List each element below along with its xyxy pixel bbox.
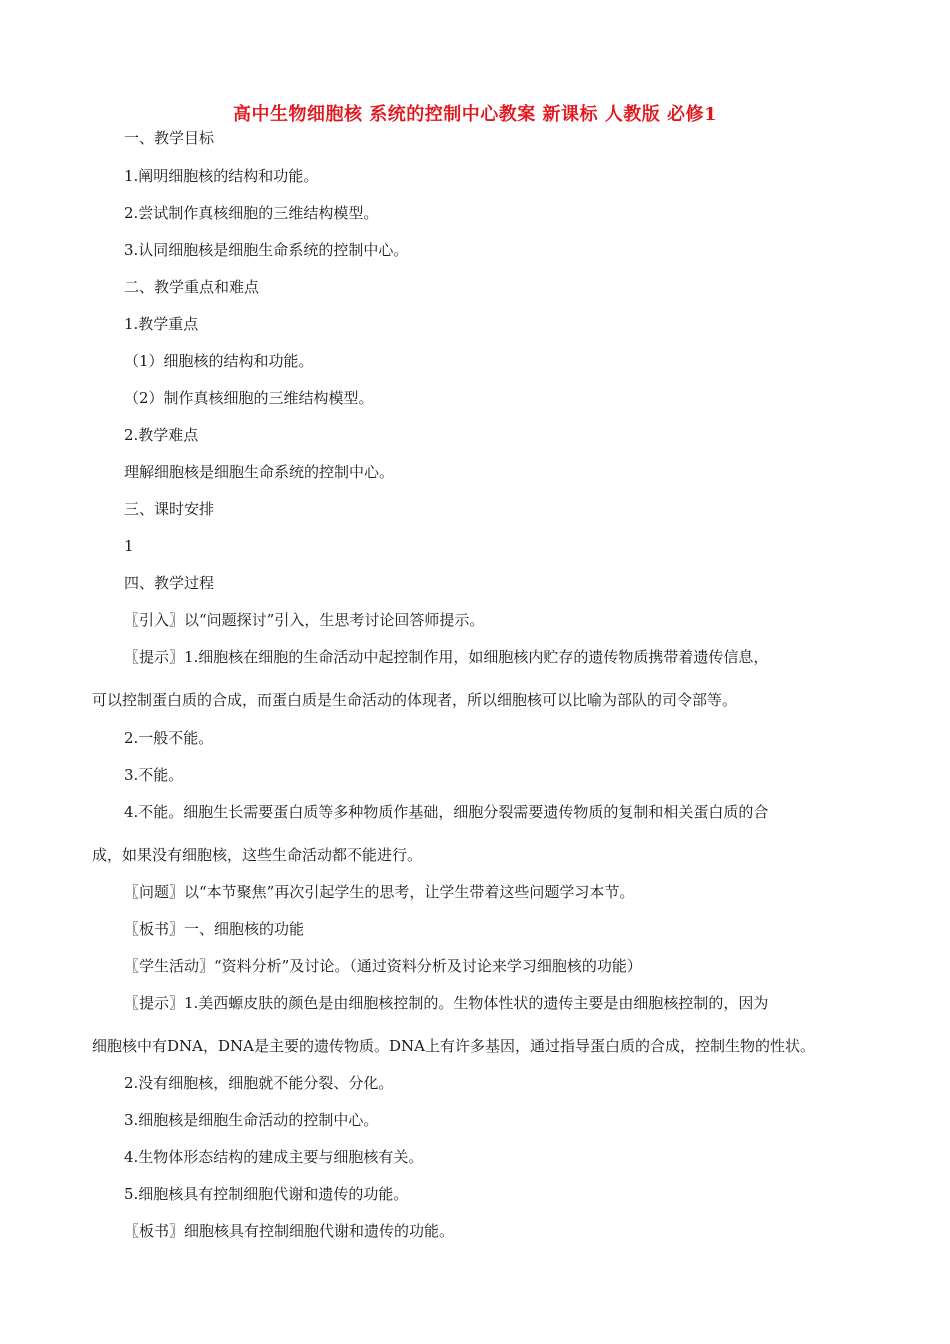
- paragraph: 〖板书〗细胞核具有控制细胞代谢和遗传的功能。: [124, 1222, 455, 1240]
- paragraph: 1.阐明细胞核的结构和功能。: [124, 167, 319, 185]
- section-heading-process: 四、教学过程: [124, 574, 215, 592]
- paragraph: 4.不能。细胞生长需要蛋白质等多种物质作基础，细胞分裂需要遗传物质的复制和相关蛋白质的合: [124, 803, 769, 821]
- paragraph-continuation: 细胞核中有DNA，DNA是主要的遗传物质。DNA上有许多基因，通过指导蛋白质的合成，控制生物的性状。: [92, 1037, 815, 1055]
- paragraph: 〖引入〗以“问题探讨”引入，生思考讨论回答师提示。: [124, 611, 485, 629]
- section-heading-schedule: 三、课时安排: [124, 500, 215, 518]
- paragraph: 5.细胞核具有控制细胞代谢和遗传的功能。: [124, 1185, 409, 1203]
- paragraph: 3.认同细胞核是细胞生命系统的控制中心。: [124, 241, 409, 259]
- paragraph: 〖板书〗一、细胞核的功能: [124, 920, 305, 938]
- paragraph: 〖提示〗1.细胞核在细胞的生命活动中起控制作用，如细胞核内贮存的遗传物质携带着遗传信息，: [124, 648, 769, 666]
- paragraph: 1: [124, 537, 134, 555]
- paragraph: 4.生物体形态结构的建成主要与细胞核有关。: [124, 1148, 424, 1166]
- paragraph: 3.不能。: [124, 766, 184, 784]
- document-title: 高中生物细胞核 系统的控制中心教案 新课标 人教版 必修1: [232, 104, 718, 125]
- paragraph: 〖提示〗1.美西螈皮肤的颜色是由细胞核控制的。生物体性状的遗传主要是由细胞核控制的，因为: [124, 994, 769, 1012]
- paragraph: 〖问题〗以“本节聚焦”再次引起学生的思考，让学生带着这些问题学习本节。: [124, 883, 635, 901]
- paragraph: 3.细胞核是细胞生命活动的控制中心。: [124, 1111, 379, 1129]
- paragraph: 〖学生活动〗“资料分析”及讨论。（通过资料分析及讨论来学习细胞核的功能）: [124, 957, 642, 975]
- paragraph: 2.一般不能。: [124, 729, 214, 747]
- paragraph: 2.尝试制作真核细胞的三维结构模型。: [124, 204, 379, 222]
- paragraph: 2.没有细胞核，细胞就不能分裂、分化。: [124, 1074, 394, 1092]
- section-heading-objectives: 一、教学目标: [124, 129, 215, 147]
- paragraph: 理解细胞核是细胞生命系统的控制中心。: [124, 463, 395, 481]
- paragraph: 1.教学重点: [124, 315, 199, 333]
- paragraph-continuation: 可以控制蛋白质的合成，而蛋白质是生命活动的体现者，所以细胞核可以比喻为部队的司令部等。: [92, 691, 738, 709]
- paragraph: （1）细胞核的结构和功能。: [124, 352, 314, 370]
- section-heading-key-points: 二、教学重点和难点: [124, 278, 260, 296]
- paragraph: （2）制作真核细胞的三维结构模型。: [124, 389, 374, 407]
- paragraph: 2.教学难点: [124, 426, 199, 444]
- paragraph-continuation: 成，如果没有细胞核，这些生命活动都不能进行。: [92, 846, 423, 864]
